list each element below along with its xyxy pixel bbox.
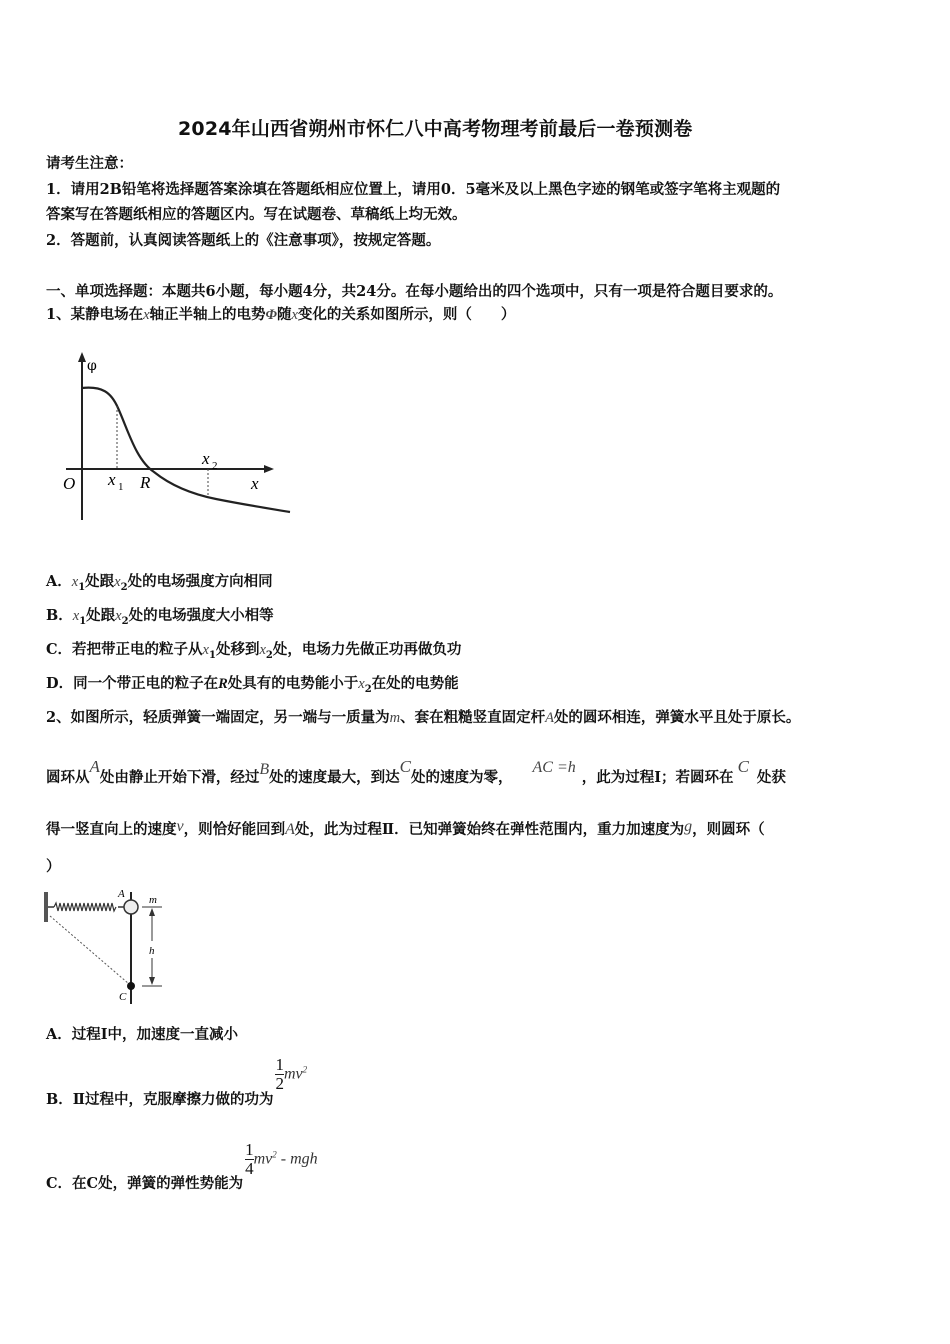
spring-ring-figure bbox=[42, 886, 172, 1008]
notice-line-3: 2．答题前，认真阅读答题纸上的《注意事项》，按规定答题。 bbox=[46, 232, 441, 249]
x2-sub: 2 bbox=[212, 460, 218, 472]
x1-sub: 1 bbox=[118, 481, 124, 493]
fig-m-label: m bbox=[149, 894, 157, 906]
section-heading: 一、单项选择题：本题共6小题，每小题4分，共24分。在每小题给出的四个选项中，只有一项是符合题目要求的。 bbox=[46, 283, 783, 300]
fig-c-label: C bbox=[119, 991, 127, 1003]
fig-a-label: A bbox=[118, 888, 125, 900]
q1-stem: 1、某静电场在x轴正半轴上的电势Φ随x变化的关系如图所示，则（ ） bbox=[46, 306, 516, 323]
q1-option-a[interactable]: A．$x_1$处跟$x_2$处的电场强度方向相同 bbox=[46, 573, 273, 593]
phi-label: φ bbox=[87, 358, 97, 374]
potential-graph bbox=[56, 350, 296, 525]
x-axis-arrow bbox=[264, 465, 274, 473]
dashed-spring bbox=[50, 916, 129, 984]
wall bbox=[44, 892, 48, 922]
r-label: R bbox=[140, 473, 151, 492]
x1-label: x bbox=[108, 470, 116, 489]
x2-label: x bbox=[202, 449, 210, 468]
potential-curve bbox=[82, 388, 290, 512]
q1-option-c[interactable]: C．若把带正电的粒子从$x_1$处移到$x_2$处，电场力先做正功再做负功 bbox=[46, 641, 462, 661]
q2-stem-line3: 得一竖直向上的速度v，则恰好能回到A处，此为过程Ⅱ．已知弹簧始终在弹性范围内，重力加速度为g，则圆环（ bbox=[46, 818, 765, 838]
q2-stem-line4: ） bbox=[46, 858, 61, 875]
page-title: 2024年山西省朔州市怀仁八中高考物理考前最后一卷预测卷 bbox=[178, 118, 693, 140]
fig-h-label: h bbox=[149, 945, 155, 957]
ring-a bbox=[124, 900, 138, 914]
q2-option-b[interactable]: B．Ⅱ过程中，克服摩擦力做的功为 $\frac{1}{2}$ $mv^2$ bbox=[46, 1055, 308, 1108]
notice-heading: 请考生注意： bbox=[46, 155, 133, 172]
q1-option-d[interactable]: D．同一个带正电的粒子在R处具有的电势能小于$x_2$在处的电势能 bbox=[46, 675, 459, 695]
spring bbox=[54, 903, 116, 911]
q2-option-c[interactable]: C．在C处，弹簧的弹性势能为 $\frac{1}{4}$ $mv^2$ - mgh bbox=[46, 1140, 318, 1192]
x-axis-label: x bbox=[251, 474, 259, 493]
notice-line-1: 1．请用2B铅笔将选择题答案涂填在答题纸相应位置上，请用0．5毫米及以上黑色字迹的钢笔或签字笔将主观题的 bbox=[46, 181, 781, 198]
origin-label: O bbox=[63, 474, 76, 493]
notice-line-2: 答案写在答题纸相应的答题区内。写在试题卷、草稿纸上均无效。 bbox=[46, 206, 467, 223]
q1-option-b[interactable]: B．$x_1$处跟$x_2$处的电场强度大小相等 bbox=[46, 607, 274, 627]
q2-option-a[interactable]: A．过程Ⅰ中，加速度一直减小 bbox=[46, 1026, 239, 1043]
q2-stem-line2: 圆环从A处由静止开始下滑，经过B处的速度最大，到达C处的速度为零，AC =h，此为过程Ⅰ；若圆环在C处获 bbox=[46, 757, 786, 786]
ring-c bbox=[127, 982, 135, 990]
y-axis-arrow bbox=[78, 352, 86, 362]
q2-stem-line1: 2、如图所示，轻质弹簧一端固定，另一端与一质量为m、套在粗糙竖直固定杆A处的圆环相连，弹簧水平且处于原长。 bbox=[46, 709, 801, 726]
